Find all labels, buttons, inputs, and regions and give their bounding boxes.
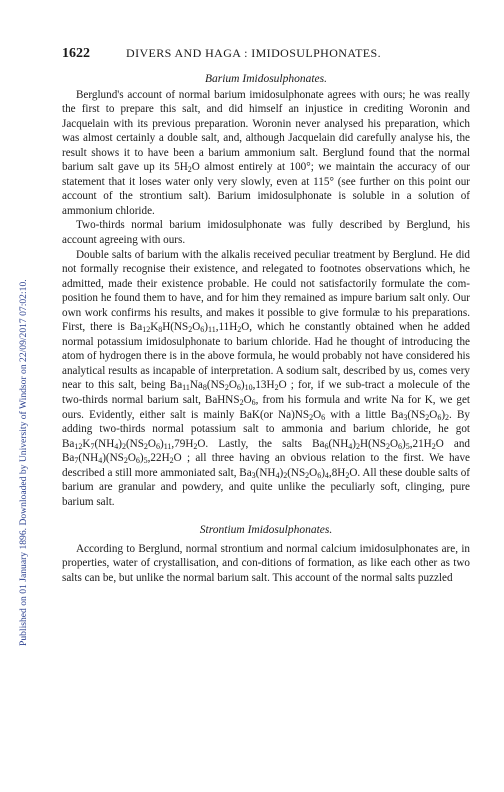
running-header: [62, 46, 468, 62]
paragraph: Berglund's account of normal barium imidosulphonate agrees with ours; he was really the first to prepare this salt, and did himself an injustice in crediting Woronin and Jacquelain with its previous preparation. Woronin never analysed his preparation, which was almost certainly a double salt, and, although Jacquelain did carefully analyse his, the result shows it to have been a barium ammonium salt. Berglund found that the normal barium salt gave up its $5H_2O$ almost entirely at 100°; we maintain the accuracy of our statement that it loses water only very slowly, even at 115° (see further on this point our account of the strontium salt). Barium imidosulphonate is soluble in a solution of ammonium chloride.: [62, 88, 471, 217]
section-heading-strontium: Strontium Imidosulphonates.: [199, 524, 333, 537]
page-number: 1622: [62, 46, 90, 61]
download-watermark: [6, 86, 29, 646]
paragraph: Two-thirds normal barium imidosulphonate was fully described by Berglund, his account agreeing with ours.: [62, 219, 470, 246]
paragraph: According to Berglund, normal strontium and normal calcium imidosulphonates are, in properties, water of crystallisation, and con-ditions of formation, as like each other as two salts can be, but unlike the normal barium salt. This account of the normal salts puzzled: [62, 542, 470, 584]
download-watermark-text: Published on 01 January 1896. Downloaded by University of Windsor on 22/09/2017 07:02:10.: [18, 279, 29, 646]
running-title: DIVERS AND HAGA : IMIDOSULPHONATES.: [126, 46, 382, 60]
article-body: [62, 72, 470, 586]
paragraph: Double salts of barium with the alkalis received peculiar treatment by Berglund. He did not formally recognise their existence, and relegated to footnotes observations which, he admitted, made their existence probable. He could not satisfactorily formulate the com-position he found them to have, and for him they remained as impure barium salt only. Our own work confirms his results, and makes it possible to give formulæ to his preparations. First, there is $Ba_{12}K_8H(NS_2O_6)_{11},11H_2O$, which he constantly obtained when he added normal potassium imidosulphonate to barium chloride. Had he thought of introducing the atom of hydrogen there is in the above formula, he would probably not have considered his analytical results as incapable of interpretation. A sodium salt, described by us, comes very near to this salt, being $Ba_{11}Na_8(NS_2O_6)_{10},13H_2O$ ; for, if we sub-tract a molecule of the two-thirds normal barium salt, $BaHNS_2O_6$, from his formula and write Na for K, we get ours. Evidently, either salt is mainly BaK(or $Na)NS_2O_6$ with a little $Ba_3(NS_2O_6)_2$. By adding two-thirds normal potassium salt to ammonia and barium chloride, he got $Ba_{12}K_7(NH_4)_2(NS_2O_6)_{11},79H_2O$. Lastly, the salts $Ba_6(NH_4)_2H(NS_2O_6)_5,21H_2O$ and $Ba_7(NH_4)(NS_2O_6)_5,22H_2O$ ; all three having an obvious relation to the first. We have described a still more ammoniated salt, $Ba_3(NH_4)_2(NS_2O_6)_4,8H_2O$. All these double salts of barium are granular and powdery, and quite unlike the peculiarly soft, clinging, pure barium salt.: [62, 248, 471, 508]
section-heading-barium: Barium Imidosulphonates.: [204, 73, 328, 85]
